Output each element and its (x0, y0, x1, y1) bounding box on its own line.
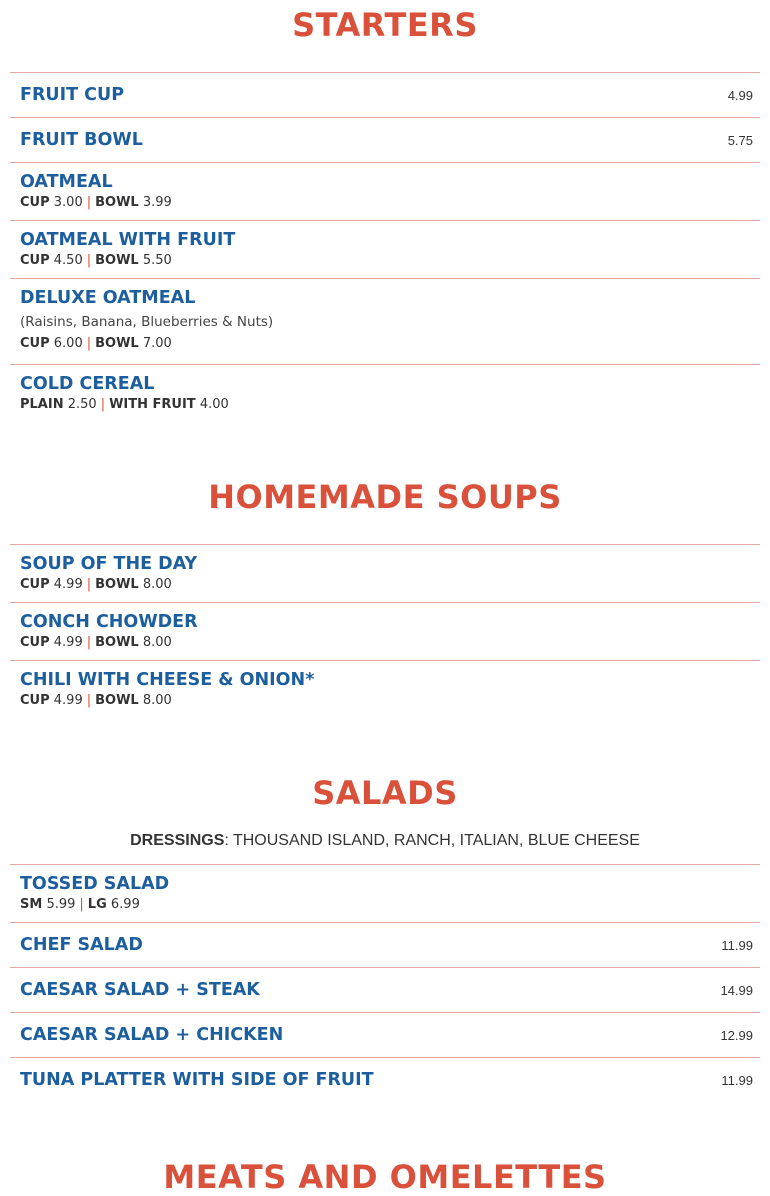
divider (10, 660, 760, 661)
separator: | (100, 397, 106, 412)
divider (10, 602, 760, 603)
divider (10, 278, 760, 279)
separator: | (86, 195, 92, 210)
item-options-oatmeal-with-fruit (20, 253, 172, 268)
separator: | (86, 577, 92, 592)
item-name-fruit-bowl: FRUIT BOWL (20, 130, 143, 150)
option-price: 7.00 (142, 336, 172, 351)
option-label: CUP (20, 195, 50, 210)
item-price-chef-salad: 11.99 (721, 938, 753, 953)
option-price: 4.99 (53, 693, 83, 708)
option-price: 6.00 (53, 336, 83, 351)
option-label: PLAIN (20, 397, 64, 412)
item-name-fruit-cup: FRUIT CUP (20, 85, 125, 105)
item-options-deluxe-oatmeal (20, 336, 172, 351)
option-price: 4.50 (53, 253, 83, 268)
option-label: WITH FRUIT (109, 397, 196, 412)
option-price: 5.50 (142, 253, 172, 268)
item-name-oatmeal: OATMEAL (20, 172, 113, 192)
separator: | (86, 336, 92, 351)
option-price: 4.99 (53, 635, 83, 650)
separator: | (79, 897, 84, 912)
item-name-caesar-steak: CAESAR SALAD + STEAK (20, 980, 260, 1000)
option-price: 8.00 (142, 577, 172, 592)
option-price: 5.99 (46, 897, 76, 912)
separator: | (86, 635, 92, 650)
option-label: SM (20, 897, 43, 912)
item-options-soup-of-the-day (20, 577, 172, 592)
divider (10, 922, 760, 923)
option-label: BOWL (95, 693, 139, 708)
divider (10, 967, 760, 968)
section-title-soups: HOMEMADE SOUPS (208, 478, 562, 516)
item-price-caesar-steak: 14.99 (720, 983, 753, 998)
divider (10, 162, 760, 163)
item-name-tuna-platter: TUNA PLATTER WITH SIDE OF FRUIT (20, 1070, 374, 1090)
separator: | (86, 693, 92, 708)
option-price: 3.99 (142, 195, 172, 210)
divider (10, 364, 760, 365)
option-label: BOWL (95, 635, 139, 650)
item-name-conch-chowder: CONCH CHOWDER (20, 612, 198, 632)
separator: | (86, 253, 92, 268)
item-name-tossed-salad: TOSSED SALAD (20, 874, 170, 894)
item-name-oatmeal-with-fruit: OATMEAL WITH FRUIT (20, 230, 236, 250)
option-label: BOWL (95, 253, 139, 268)
item-options-chili (20, 693, 172, 708)
option-label: BOWL (95, 577, 139, 592)
item-price-tuna-platter: 11.99 (721, 1073, 753, 1088)
item-name-deluxe-oatmeal: DELUXE OATMEAL (20, 288, 196, 308)
divider (10, 117, 760, 118)
option-price: 6.99 (110, 897, 140, 912)
option-price: 2.50 (67, 397, 97, 412)
option-price: 3.00 (53, 195, 83, 210)
option-price: 8.00 (142, 635, 172, 650)
item-options-oatmeal (20, 195, 172, 210)
option-price: 8.00 (142, 693, 172, 708)
divider (10, 864, 760, 865)
divider (10, 72, 760, 73)
item-options-cold-cereal (20, 397, 229, 412)
section-title-meats: MEATS AND OMELETTES (163, 1158, 607, 1196)
option-label: CUP (20, 577, 50, 592)
item-name-chili: CHILI WITH CHEESE & ONION* (20, 670, 315, 690)
dressings-note (0, 832, 770, 850)
item-name-cold-cereal: COLD CEREAL (20, 374, 155, 394)
divider (10, 220, 760, 221)
divider (10, 544, 760, 545)
item-price-fruit-bowl: 5.75 (727, 133, 753, 148)
item-description-deluxe-oatmeal: (Raisins, Banana, Blueberries & Nuts) (20, 314, 274, 330)
item-name-soup-of-the-day: SOUP OF THE DAY (20, 554, 198, 574)
option-label: CUP (20, 635, 50, 650)
option-label: BOWL (95, 336, 139, 351)
item-options-conch-chowder (20, 635, 172, 650)
dressings-label: DRESSINGS (130, 832, 225, 849)
option-label: CUP (20, 253, 50, 268)
divider (10, 1012, 760, 1013)
section-title-starters: STARTERS (292, 6, 478, 44)
dressings-list: : THOUSAND ISLAND, RANCH, ITALIAN, BLUE CHEESE (224, 832, 640, 849)
item-options-tossed-salad (20, 897, 140, 912)
section-title-salads: SALADS (312, 774, 458, 812)
option-label: CUP (20, 336, 50, 351)
item-name-caesar-chicken: CAESAR SALAD + CHICKEN (20, 1025, 284, 1045)
option-label: CUP (20, 693, 50, 708)
option-label: LG (87, 897, 107, 912)
divider (10, 1057, 760, 1058)
item-name-chef-salad: CHEF SALAD (20, 935, 143, 955)
option-price: 4.99 (53, 577, 83, 592)
item-price-fruit-cup: 4.99 (727, 88, 753, 103)
option-price: 4.00 (199, 397, 229, 412)
item-price-caesar-chicken: 12.99 (720, 1028, 753, 1043)
option-label: BOWL (95, 195, 139, 210)
